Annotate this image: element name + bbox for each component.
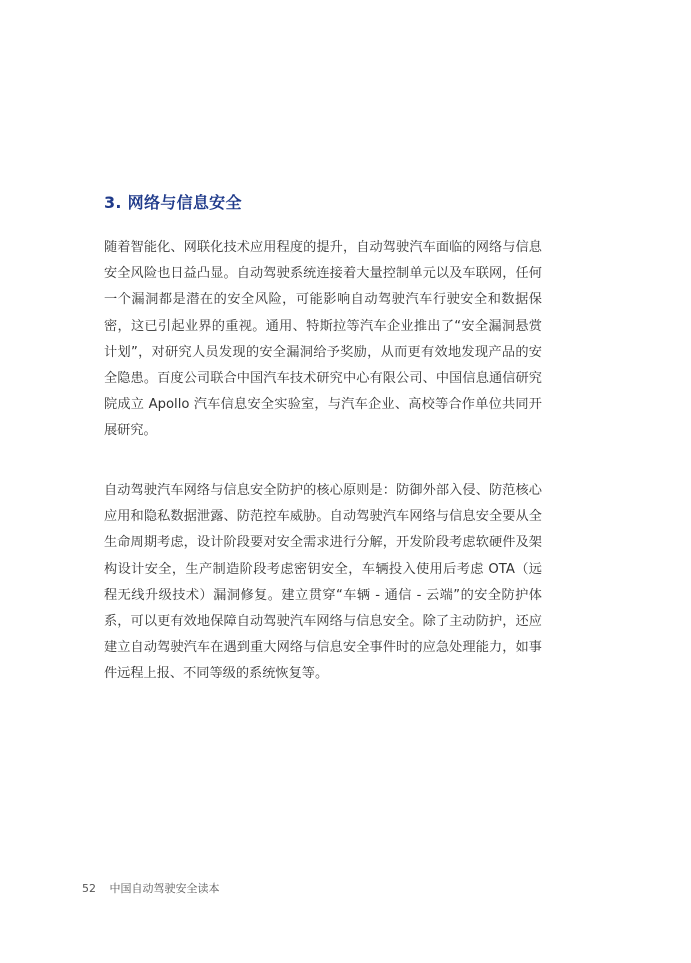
book-title: 中国自动驾驶安全读本 bbox=[109, 882, 220, 895]
body-paragraph-1: 随着智能化、网联化技术应用程度的提升，自动驾驶汽车面临的网络与信息安全风险也日益凸显。自动驾驶系统连接着大量控制单元以及车联网，任何一个漏洞都是潜在的安全风险，可能影响自动驾驶汽车行驶安全和数据保密，这已引起业界的重视。通用、特斯拉等汽车企业推出了“安全漏洞悬赏计划”，对研究人员发现的安全漏洞给予奖励，从而更有效地发现产品的安全隐患。百度公司联合中国汽车技术研究中心有限公司、中国信息通信研究院成立 Apollo 汽车信息安全实验室，与汽车企业、高校等合作单位共同开展研究。 bbox=[104, 240, 542, 439]
page-footer bbox=[82, 880, 220, 896]
page-number: 52 bbox=[82, 882, 96, 895]
body-paragraph-2: 自动驾驶汽车网络与信息安全防护的核心原则是：防御外部入侵、防范核心应用和隐私数据泄露、防范控车威胁。自动驾驶汽车网络与信息安全要从全生命周期考虑，设计阶段要对安全需求进行分解，开发阶段考虑软硬件及架构设计安全，生产制造阶段考虑密钥安全，车辆投入使用后考虑 OTA（远程无线升级技术）漏洞修复。建立贯穿“车辆 - 通信 - 云端”的安全防护体系，可以更有效地保障自动驾驶汽车网络与信息安全。除了主动防护，还应建立自动驾驶汽车在遇到重大网络与信息安全事件时的应急处理能力，如事件远程上报、不同等级的系统恢复等。 bbox=[104, 483, 542, 682]
section-heading: 3. 网络与信息安全 bbox=[104, 193, 242, 212]
